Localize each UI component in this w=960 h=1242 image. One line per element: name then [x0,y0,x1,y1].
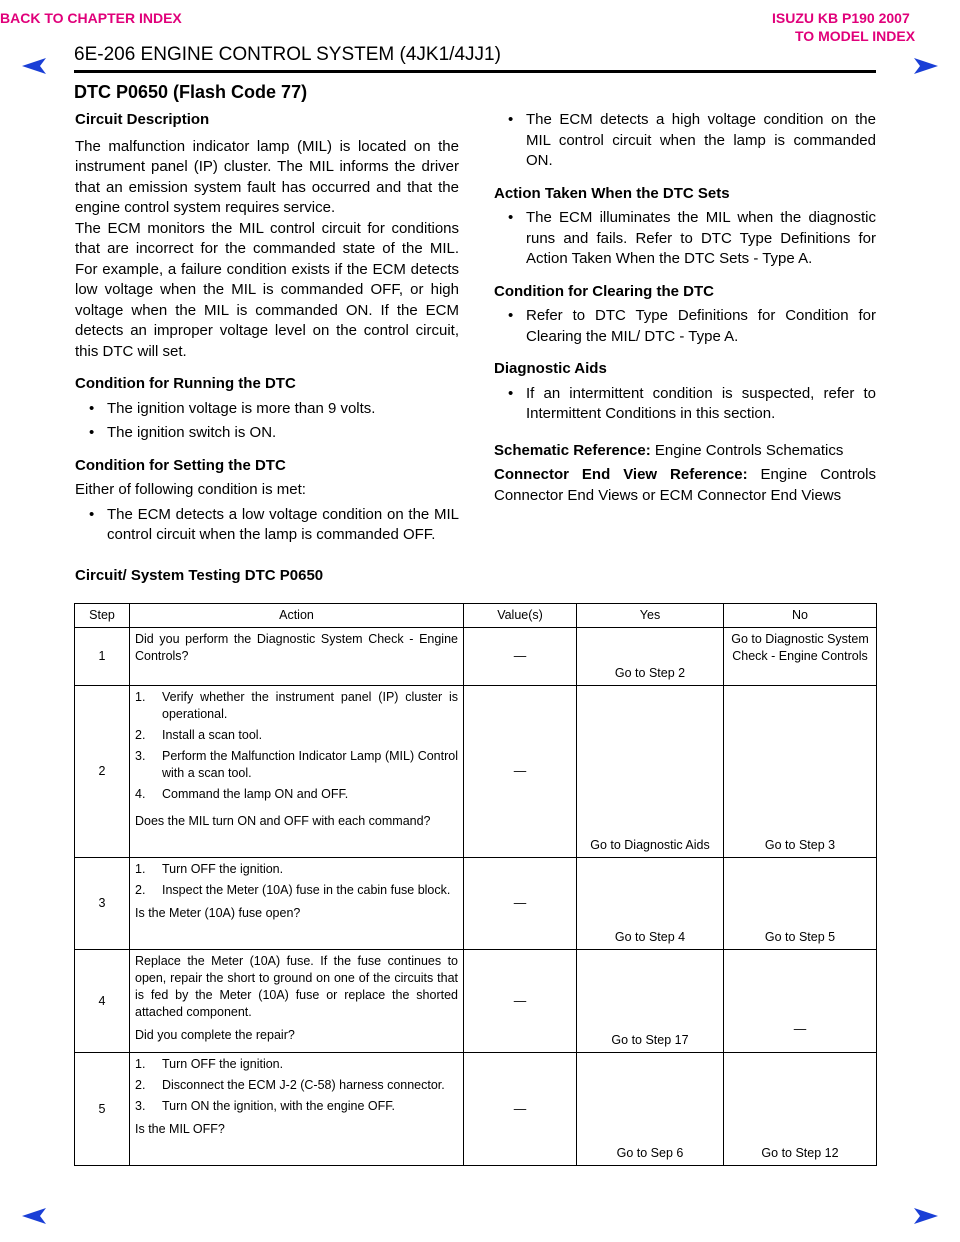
schematic-reference-label: Schematic Reference: [494,441,651,459]
dtc-heading: DTC P0650 (Flash Code 77) [74,82,308,102]
connector-reference-label: Connector End View Reference: [494,466,748,483]
table-row [75,628,877,686]
header-action: Action [130,604,464,628]
header-values: Value(s) [464,604,577,628]
table-title: Circuit/ System Testing DTC P0650 [75,567,324,584]
next-page-arrow-icon[interactable] [912,1206,940,1226]
setting-condition-intro: Either of following condition is met: [75,481,306,498]
action-step-text: Install a scan tool. [162,728,263,742]
setting-condition-title: Condition for Setting the DTC [75,456,286,474]
yes-cell[interactable]: Go to Step 4 [577,858,724,950]
header-yes: Yes [577,604,724,628]
list-item: 4. Command the lamp ON and OFF. [135,787,349,801]
no-cell[interactable]: Go to Step 5 [724,858,877,950]
next-page-arrow-icon[interactable] [912,56,940,76]
previous-page-arrow-icon[interactable] [20,56,48,76]
page-header-title: 6E-206 ENGINE CONTROL SYSTEM (4JK1/4JJ1) [74,44,501,65]
no-cell[interactable]: Go to Diagnostic System Check - Engine Controls [724,628,877,686]
action-question: Is the MIL OFF? [135,1122,225,1136]
list-item: • The ECM detects a high voltage condition on the MIL control circuit when the lamp is commanded ON. [508,110,876,172]
running-condition-title: Condition for Running the DTC [75,375,296,392]
step-number: 5 [75,1053,130,1166]
table-header-row [75,604,877,628]
list-item: 2. Inspect the Meter (10A) fuse in the cabin fuse block. [135,883,451,897]
step-number: 1 [75,628,130,686]
action-question: Is the Meter (10A) fuse open? [135,906,301,920]
diagnostic-aids-title: Diagnostic Aids [494,360,607,377]
to-model-index-link[interactable]: TO MODEL INDEX [795,28,916,44]
table-row [75,686,877,858]
action-cell [130,686,464,858]
yes-cell[interactable]: Go to Sep 6 [577,1053,724,1166]
value-cell: — [464,1053,577,1166]
list-item: • The ignition switch is ON. [89,423,459,444]
list-item: • The ECM detects a low voltage condition on the MIL control circuit when the lamp is commanded OFF. [89,505,459,546]
action-question: Does the MIL turn ON and OFF with each command? [135,814,431,828]
table-row [75,1053,877,1166]
list-item: 1. Turn OFF the ignition. [135,862,284,876]
back-to-chapter-index-link[interactable]: BACK TO CHAPTER INDEX [0,10,182,26]
connector-reference [494,465,876,506]
action-step-text: Perform the Malfunction Indicator Lamp (MIL) Control with a scan tool. [162,749,458,780]
list-item: • The ECM illuminates the MIL when the diagnostic runs and fails. Refer to DTC Type Definitions for Action Taken When the DTC Sets - Type A. [508,208,876,270]
list-item: • If an intermittent condition is suspected, refer to Intermittent Conditions in this section. [508,384,876,425]
schematic-reference [494,441,876,462]
value-cell: — [464,686,577,858]
header-no: No [724,604,877,628]
clearing-condition-list [494,306,876,347]
schematic-reference-value: Engine Controls Schematics [650,441,844,459]
list-item: 1. Turn OFF the ignition. [135,1057,284,1071]
circuit-description-title: Circuit Description [75,111,210,128]
action-taken-list [494,208,876,270]
step-number: 2 [75,686,130,858]
running-condition-list [75,399,459,444]
diagnostic-steps-table [74,603,877,1166]
no-cell: — [724,950,877,1053]
header-step: Step [75,604,130,628]
circuit-description-paragraph-2: The ECM monitors the MIL control circuit for conditions that are incorrect for the commanded state of the MIL. For example, a failure condition exists if the ECM detects low voltage when the MIL is commanded OFF, or high voltage when the MIL is commanded ON. If the ECM detects an improper voltage level on the control circuit, this DTC will set. [75,219,459,360]
yes-cell[interactable]: Go to Step 2 [577,628,724,686]
step-number: 3 [75,858,130,950]
action-steps-list [135,1056,458,1115]
header-rule [74,70,876,73]
list-item: • The ignition voltage is more than 9 volts. [89,399,459,420]
action-step-text: Turn OFF the ignition. [162,1057,284,1071]
list-item: 2. Install a scan tool. [135,728,263,742]
action-question: Did you perform the Diagnostic System Check - Engine Controls? [135,632,458,663]
value-cell: — [464,858,577,950]
action-step-text: Command the lamp ON and OFF. [162,787,349,801]
previous-page-arrow-icon[interactable] [20,1206,48,1226]
action-cell [130,950,464,1053]
list-item: • Refer to DTC Type Definitions for Condition for Clearing the MIL/ DTC - Type A. [508,306,876,347]
action-step-text: Inspect the Meter (10A) fuse in the cabin fuse block. [162,883,451,897]
diagnostic-aids-list [494,384,876,425]
clearing-condition-title: Condition for Clearing the DTC [494,282,714,300]
action-taken-title: Action Taken When the DTC Sets [494,184,730,202]
action-question: Did you complete the repair? [135,1028,295,1042]
list-item: 3. Perform the Malfunction Indicator Lamp (MIL) Control with a scan tool. [135,749,458,780]
step-number: 4 [75,950,130,1053]
action-step-text: Turn ON the ignition, with the engine OFF. [162,1099,395,1113]
model-name-link[interactable]: ISUZU KB P190 2007 [772,10,910,26]
list-item: 1. Verify whether the instrument panel (IP) cluster is operational. [135,690,458,721]
action-text: Replace the Meter (10A) fuse. If the fuse continues to open, repair the short to ground on one of the circuits that is fed by the Meter (10A) fuse or replace the shorted attached component. [135,954,458,1019]
no-cell[interactable]: Go to Step 3 [724,686,877,858]
left-column [75,110,459,546]
list-item: 3. Turn ON the ignition, with the engine OFF. [135,1099,395,1113]
setting-condition-list-cont [494,110,876,172]
table-row [75,950,877,1053]
setting-condition-list [75,505,459,546]
action-step-text: Disconnect the ECM J-2 (C-58) harness connector. [162,1078,445,1092]
no-cell[interactable]: Go to Step 12 [724,1053,877,1166]
value-cell: — [464,950,577,1053]
yes-cell[interactable]: Go to Diagnostic Aids [577,686,724,858]
list-item: 2. Disconnect the ECM J-2 (C-58) harness connector. [135,1078,445,1092]
action-steps-list [135,861,458,899]
value-cell: — [464,628,577,686]
action-cell [130,858,464,950]
action-cell [130,628,464,686]
right-column [494,110,876,506]
action-step-text: Turn OFF the ignition. [162,862,284,876]
connector-reference-value: Engine Controls Connector End Views or ECM Connector End Views [494,466,876,504]
yes-cell[interactable]: Go to Step 17 [577,950,724,1053]
circuit-description-paragraph-1: The malfunction indicator lamp (MIL) is located on the instrument panel (IP) cluster. The MIL informs the driver that an emission system fault has occurred and that the engine control system requires service. [75,137,459,216]
table-row [75,858,877,950]
action-step-text: Verify whether the instrument panel (IP) cluster is operational. [162,690,458,721]
action-steps-list [135,689,458,803]
action-cell [130,1053,464,1166]
